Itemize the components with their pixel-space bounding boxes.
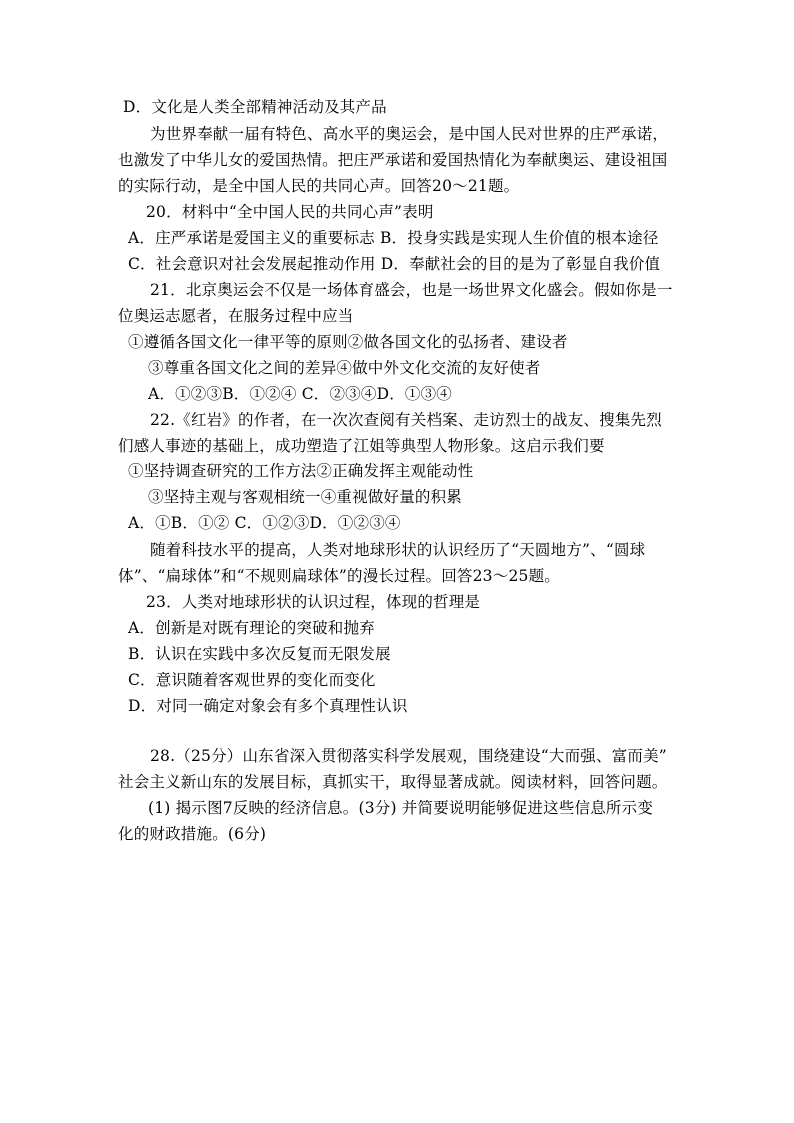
question-23-option-b: B．认识在实践中多次反复而无限发展 [128,645,391,663]
question-23-option-a: A．创新是对既有理论的突破和抛弃 [128,619,375,637]
question-28-part-1-continued: 化的财政措施。(6分) [118,825,267,843]
question-20-options-cd: C．社会意识对社会发展起推动作用 D．奉献社会的目的是为了彰显自我价值 [128,255,661,273]
question-23-option-c: C．意识随着客观世界的变化而变化 [128,671,376,689]
question-22-statements: ①坚持调查研究的工作方法②正确发挥主观能动性 [128,462,474,480]
question-28: 28.（25分）山东省深入贯彻落实科学发展观，围绕建设“大而强、富而美” [150,747,667,765]
question-23: 23．人类对地球形状的认识过程，体现的哲理是 [146,593,481,611]
question-21-statements: ①遵循各国文化一律平等的原则②做各国文化的弘扬者、建设者 [128,333,568,351]
option-d-culture: D．文化是人类全部精神活动及其产品 [123,98,387,116]
question-21: 21．北京奥运会不仅是一场体育盛会，也是一场世界文化盛会。假如你是一 [150,281,673,299]
question-20: 20．材料中“全中国人民的共同心声”表明 [146,203,434,221]
question-22-continued: 们感人事迹的基础上，成功塑造了江姐等典型人物形象。这启示我们要 [118,437,605,455]
material-paragraph-line: 的实际行动，是全中国人民的共同心声。回答20～21题。 [118,177,520,195]
question-28-part-1: (1) 揭示图7反映的经济信息。(3分) 并简要说明能够促进这些信息所示变 [148,799,654,817]
material-paragraph-line: 为世界奉献一届有特色、高水平的奥运会，是中国人民对世界的庄严承诺， [150,125,669,143]
material-paragraph-line: 随着科技水平的提高，人类对地球形状的认识经历了“天圆地方”、“圆球 [150,541,646,559]
question-22-options: A．①B．①② C．①②③D．①②③④ [128,514,401,532]
material-paragraph-line: 体”、“扁球体”和“不规则扁球体”的漫长过程。回答23～25题。 [118,567,560,585]
question-22: 22.《红岩》的作者，在一次次查阅有关档案、走访烈士的战友、搜集先烈 [150,411,662,429]
question-28-continued: 社会主义新山东的发展目标，真抓实干，取得显著成就。阅读材料，回答问题。 [118,773,668,791]
question-21-statements: ③尊重各国文化之间的差异④做中外文化交流的友好使者 [148,359,541,377]
question-21-continued: 位奥运志愿者，在服务过程中应当 [118,307,354,325]
question-22-statements: ③坚持主观与客观相统一④重视做好量的积累 [148,488,463,506]
question-23-option-d: D．对同一确定对象会有多个真理性认识 [128,697,408,715]
question-20-options-ab: A．庄严承诺是爱国主义的重要标志 B．投身实践是实现人生价值的根本途径 [128,229,659,247]
question-21-options: A．①②③B．①②④ C．②③④D．①③④ [148,385,452,403]
material-paragraph-line: 也激发了中华儿女的爱国热情。把庄严承诺和爱国热情化为奉献奥运、建设祖国 [118,151,668,169]
